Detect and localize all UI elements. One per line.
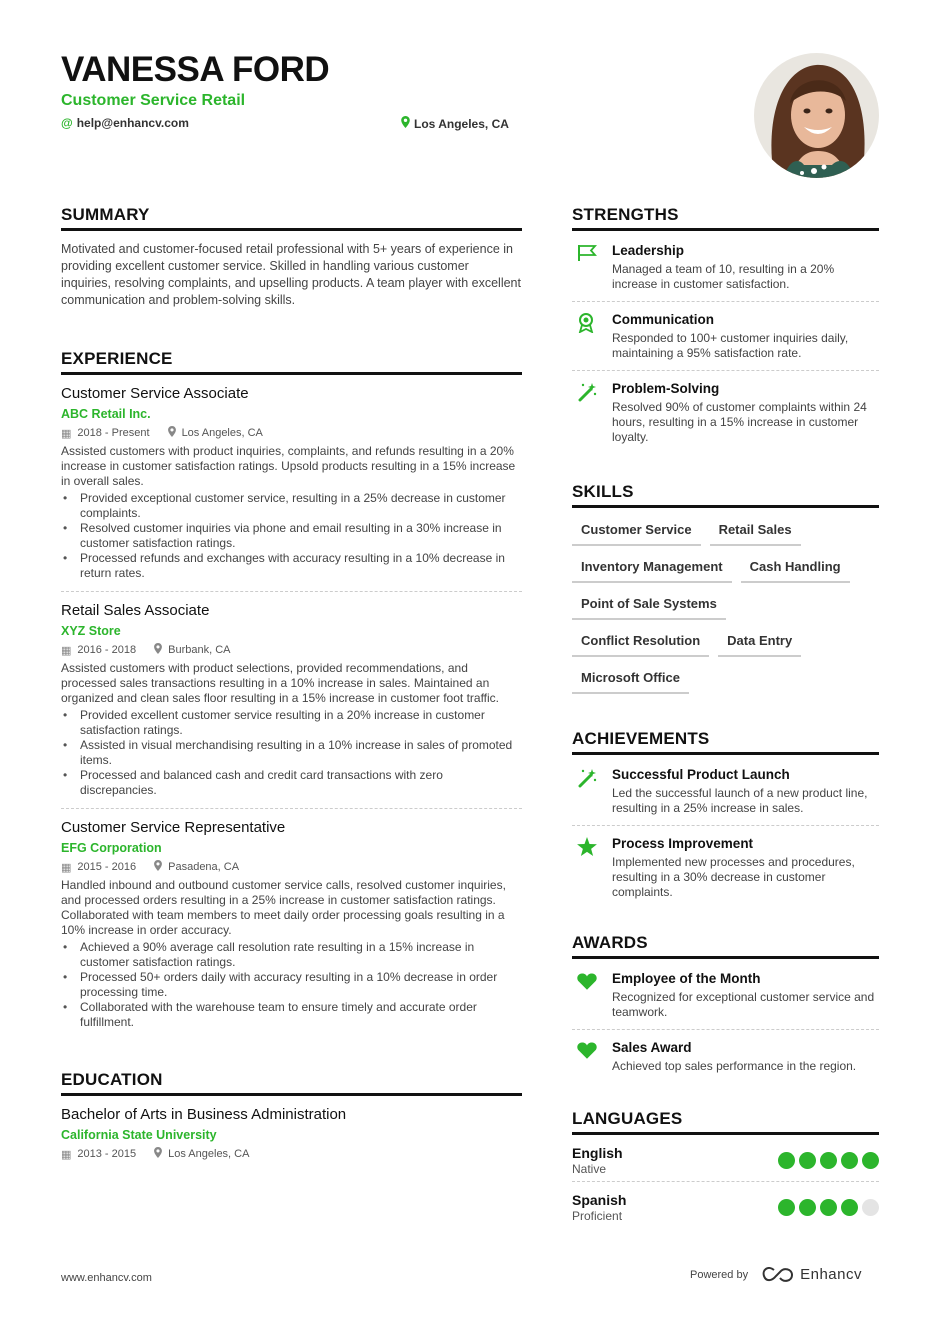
footer-branding	[690, 1266, 862, 1283]
skill-tag: Customer Service	[572, 518, 701, 546]
calendar-icon: ▦	[61, 644, 72, 657]
language-name: English	[572, 1145, 623, 1161]
job-company: XYZ Store	[61, 624, 121, 638]
achievement-item	[572, 757, 879, 826]
job-bullet: • Provided excellent customer service resulting in a 20% increase in customer satisfaction ratings.	[61, 708, 522, 738]
job-bullet: • Achieved a 90% average call resolution rate resulting in a 15% increase in customer satisfaction ratings.	[61, 940, 522, 970]
enhancv-logo[interactable]	[762, 1266, 862, 1283]
map-pin-icon	[154, 860, 162, 874]
languages-heading: LANGUAGES	[572, 1109, 879, 1135]
award-title: Sales Award	[612, 1040, 692, 1055]
job-company: EFG Corporation	[61, 841, 162, 855]
award-title: Employee of the Month	[612, 971, 761, 986]
rating-dot-filled	[820, 1152, 837, 1169]
awards-section	[572, 933, 879, 1083]
rating-dot-filled	[820, 1199, 837, 1216]
skill-tag: Cash Handling	[741, 555, 850, 583]
language-level: Native	[572, 1162, 607, 1176]
skill-tag: Data Entry	[718, 629, 801, 657]
rating-dot-filled	[841, 1199, 858, 1216]
job-description: Assisted customers with product selections, provided recommendations, and processed sales transactions resulting in a 10% increase in sales. Maintained an organized and clean sales floor resulting in a 15% increase in customer foot traffic.	[61, 661, 500, 705]
summary-section	[61, 205, 522, 309]
rating-dot-filled	[841, 1152, 858, 1169]
rating-dot-filled	[778, 1152, 795, 1169]
rating-dot-filled	[862, 1152, 879, 1169]
strength-title: Communication	[612, 312, 715, 327]
calendar-icon: ▦	[61, 1148, 72, 1161]
job-entry	[61, 602, 522, 809]
languages-section	[572, 1109, 879, 1228]
map-pin-icon	[168, 426, 176, 440]
strength-item	[572, 371, 879, 454]
strength-desc: Managed a team of 10, resulting in a 20% increase in customer satisfaction.	[612, 262, 835, 291]
achievement-title: Process Improvement	[612, 836, 754, 851]
job-title: Retail Sales Associate	[61, 602, 210, 619]
education-meta	[61, 1147, 522, 1161]
language-name: Spanish	[572, 1192, 627, 1208]
job-bullet: • Processed 50+ orders daily with accuracy resulting in a 10% decrease in order processing time.	[61, 970, 522, 1000]
job-entry	[61, 819, 522, 1040]
strength-item	[572, 302, 879, 371]
job-company: ABC Retail Inc.	[61, 407, 151, 421]
job-bullets	[61, 708, 522, 798]
job-dates: 2016 - 2018	[77, 644, 137, 656]
achievement-desc: Led the successful launch of a new product line, resulting in a 25% increase in sales.	[612, 786, 868, 815]
skill-tag: Inventory Management	[572, 555, 732, 583]
job-meta	[61, 426, 522, 440]
candidate-title: Customer Service Retail	[61, 92, 246, 109]
email-text: help@enhancv.com	[76, 116, 189, 130]
heart-icon	[572, 971, 612, 1020]
rating-dot-filled	[778, 1199, 795, 1216]
award-desc: Recognized for exceptional customer service and teamwork.	[612, 990, 875, 1019]
job-bullet: • Collaborated with the warehouse team to ensure timely and accurate order fulfillment.	[61, 1000, 522, 1030]
job-bullet: • Processed refunds and exchanges with accuracy resulting in a 10% decrease in return rates.	[61, 551, 522, 581]
job-bullets	[61, 940, 522, 1030]
skills-list	[572, 518, 879, 703]
right-column	[572, 205, 879, 1228]
job-location: Burbank, CA	[168, 644, 231, 656]
flag-icon	[572, 243, 612, 292]
skill-tag: Microsoft Office	[572, 666, 689, 694]
job-description: Handled inbound and outbound customer service calls, resolved customer inquiries, and processed orders resulting in a 25% increase in customer satisfaction ratings. Collaborated with team members to meet daily order processing goals resulting in a 10% increase in order accuracy.	[61, 878, 506, 937]
job-bullet: • Resolved customer inquiries via phone and email resulting in a 30% increase in customer satisfaction ratings.	[61, 521, 522, 551]
skill-tag: Retail Sales	[710, 518, 801, 546]
language-rating	[778, 1199, 879, 1216]
job-title: Customer Service Associate	[61, 385, 249, 402]
strength-item	[572, 233, 879, 302]
contact-email[interactable]	[61, 116, 189, 130]
language-item	[572, 1182, 879, 1228]
awards-heading: AWARDS	[572, 933, 879, 959]
skills-heading: SKILLS	[572, 482, 879, 508]
skill-tag: Point of Sale Systems	[572, 592, 726, 620]
achievement-desc: Implemented new processes and procedures, resulting in a 30% decrease in customer complaints.	[612, 855, 855, 899]
education-dates: 2013 - 2015	[77, 1148, 137, 1160]
achievements-heading: ACHIEVEMENTS	[572, 729, 879, 755]
map-pin-icon	[154, 1147, 162, 1161]
map-pin-icon	[154, 643, 162, 657]
experience-section	[61, 349, 522, 1040]
magic-wand-icon	[572, 767, 612, 816]
rating-dot-filled	[799, 1152, 816, 1169]
calendar-icon: ▦	[61, 427, 72, 440]
left-column	[61, 205, 522, 1161]
job-location: Los Angeles, CA	[181, 427, 263, 439]
achievement-title: Successful Product Launch	[612, 767, 790, 782]
job-bullet: • Processed and balanced cash and credit card transactions with zero discrepancies.	[61, 768, 522, 798]
job-meta	[61, 860, 522, 874]
rating-dot-filled	[799, 1199, 816, 1216]
experience-heading: EXPERIENCE	[61, 349, 522, 375]
job-title: Customer Service Representative	[61, 819, 286, 836]
contact-location	[401, 116, 509, 131]
profile-photo	[754, 53, 879, 178]
language-item	[572, 1135, 879, 1182]
location-text: Los Angeles, CA	[414, 116, 509, 131]
skills-section	[572, 482, 879, 703]
candidate-name: VANESSA FORD	[61, 50, 330, 89]
summary-text: Motivated and customer-focused retail professional with 5+ years of experience in providing excellent customer service. Skilled in handling various customer inquiries, resolving complaints, and upselling products. A team player with excellent communication and problem-solving skills.	[61, 242, 521, 307]
footer-website[interactable]: www.enhancv.com	[61, 1272, 152, 1284]
award-item	[572, 1030, 879, 1083]
strength-desc: Responded to 100+ customer inquiries daily, maintaining a 95% satisfaction rate.	[612, 331, 849, 360]
brand-name: Enhancv	[800, 1266, 862, 1283]
job-bullets	[61, 491, 522, 581]
star-icon	[572, 836, 612, 900]
powered-by-label: Powered by	[690, 1268, 749, 1281]
job-dates: 2015 - 2016	[77, 861, 137, 873]
job-entry	[61, 385, 522, 592]
calendar-icon: ▦	[61, 861, 72, 874]
heart-icon	[572, 1040, 612, 1074]
job-bullet: • Assisted in visual merchandising resulting in a 10% increase in sales of promoted items.	[61, 738, 522, 768]
strength-desc: Resolved 90% of customer complaints within 24 hours, resulting in a 15% increase in customer loyalty.	[612, 400, 867, 444]
strength-title: Leadership	[612, 243, 685, 258]
job-location: Pasadena, CA	[168, 861, 240, 873]
education-location: Los Angeles, CA	[168, 1148, 250, 1160]
rating-dot-empty	[862, 1199, 879, 1216]
award-ribbon-icon	[572, 312, 612, 361]
job-meta	[61, 643, 522, 657]
education-school: California State University	[61, 1128, 217, 1142]
summary-heading: SUMMARY	[61, 205, 522, 231]
strength-title: Problem-Solving	[612, 381, 720, 396]
achievements-section	[572, 729, 879, 909]
education-heading: EDUCATION	[61, 1070, 522, 1096]
achievement-item	[572, 826, 879, 909]
language-level: Proficient	[572, 1209, 623, 1223]
strengths-section	[572, 205, 879, 454]
language-rating	[778, 1152, 879, 1169]
education-degree: Bachelor of Arts in Business Administration	[61, 1106, 347, 1123]
at-icon: @	[61, 116, 73, 130]
job-bullet: • Provided exceptional customer service, resulting in a 25% decrease in customer complaints.	[61, 491, 522, 521]
enhancv-logo-icon	[762, 1267, 794, 1283]
job-dates: 2018 - Present	[77, 427, 150, 439]
education-section	[61, 1070, 522, 1161]
skill-tag: Conflict Resolution	[572, 629, 709, 657]
award-item	[572, 961, 879, 1030]
job-description: Assisted customers with product inquiries, complaints, and refunds resulting in a 20% increase in customer satisfaction ratings. Upsold products resulting in a 15% increase in overall sales.	[61, 444, 516, 488]
magic-wand-icon	[572, 381, 612, 445]
map-pin-icon	[401, 116, 410, 131]
strengths-heading: STRENGTHS	[572, 205, 879, 231]
award-desc: Achieved top sales performance in the region.	[612, 1059, 857, 1073]
